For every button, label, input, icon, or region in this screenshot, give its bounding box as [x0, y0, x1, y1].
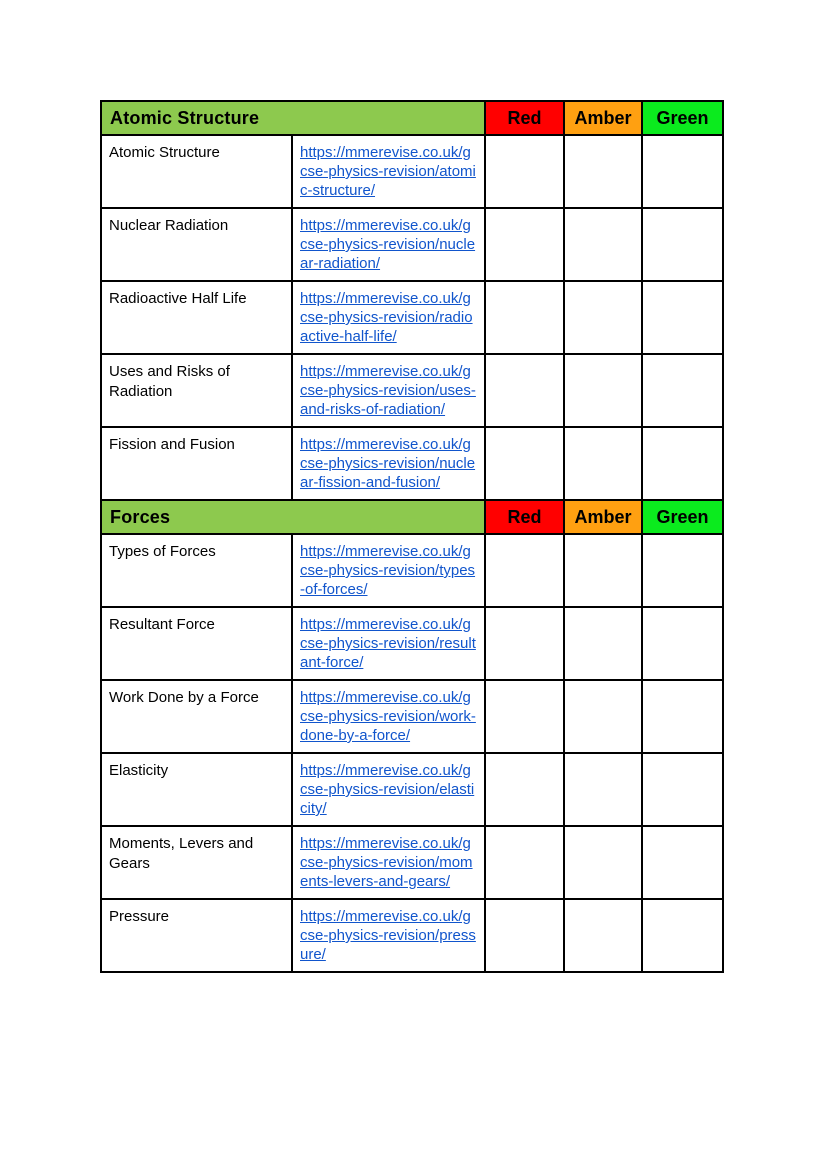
topic-text: Elasticity [109, 762, 169, 779]
topic-row [101, 607, 723, 680]
topic-text: Moments, Levers and Gears [109, 835, 254, 872]
status-cell-red[interactable] [485, 899, 564, 972]
topic-text: Types of Forces [109, 543, 216, 560]
status-cell-amber[interactable] [564, 899, 642, 972]
topic-text: Nuclear Radiation [109, 217, 229, 234]
link-cell [292, 753, 485, 826]
topic-text: Resultant Force [109, 616, 215, 633]
link-cell [292, 354, 485, 427]
status-cell-green[interactable] [642, 899, 723, 972]
rag-header-amber: Amber [564, 101, 642, 135]
topic-text: Atomic Structure [109, 144, 220, 161]
link-cell [292, 680, 485, 753]
section-title: Forces [101, 500, 485, 534]
status-cell-red[interactable] [485, 208, 564, 281]
topic-text: Pressure [109, 908, 170, 925]
topic-text: Fission and Fusion [109, 436, 235, 453]
rag-header-red: Red [485, 101, 564, 135]
topic-row [101, 534, 723, 607]
topic-row [101, 208, 723, 281]
topic-link[interactable]: https://mmerevise.co.uk/gcse-physics-revision/nuclear-radiation/ [300, 217, 476, 272]
status-cell-amber[interactable] [564, 354, 642, 427]
status-cell-red[interactable] [485, 135, 564, 208]
status-cell-red[interactable] [485, 534, 564, 607]
topic-link[interactable]: https://mmerevise.co.uk/gcse-physics-revision/types-of-forces/ [300, 543, 476, 598]
status-cell-green[interactable] [642, 607, 723, 680]
status-cell-red[interactable] [485, 680, 564, 753]
section-title: Atomic Structure [101, 101, 485, 135]
status-cell-amber[interactable] [564, 208, 642, 281]
status-cell-green[interactable] [642, 680, 723, 753]
topic-cell [101, 354, 292, 427]
topic-row [101, 354, 723, 427]
status-cell-green[interactable] [642, 534, 723, 607]
topic-link[interactable]: https://mmerevise.co.uk/gcse-physics-revision/work-done-by-a-force/ [300, 689, 476, 744]
link-cell [292, 607, 485, 680]
status-cell-amber[interactable] [564, 753, 642, 826]
rag-header-green: Green [642, 500, 723, 534]
status-cell-red[interactable] [485, 607, 564, 680]
topic-row [101, 281, 723, 354]
topic-cell [101, 826, 292, 899]
link-cell [292, 135, 485, 208]
topic-row [101, 427, 723, 500]
status-cell-red[interactable] [485, 753, 564, 826]
topic-row [101, 753, 723, 826]
topic-cell [101, 281, 292, 354]
topic-link[interactable]: https://mmerevise.co.uk/gcse-physics-revision/pressure/ [300, 908, 476, 963]
topic-cell [101, 534, 292, 607]
rag-header-amber: Amber [564, 500, 642, 534]
status-cell-amber[interactable] [564, 427, 642, 500]
topic-row [101, 680, 723, 753]
topic-cell [101, 427, 292, 500]
link-cell [292, 208, 485, 281]
topic-text: Radioactive Half Life [109, 290, 247, 307]
status-cell-red[interactable] [485, 826, 564, 899]
document-page [100, 100, 724, 973]
status-cell-red[interactable] [485, 354, 564, 427]
status-cell-amber[interactable] [564, 281, 642, 354]
link-cell [292, 427, 485, 500]
topic-link[interactable]: https://mmerevise.co.uk/gcse-physics-revision/moments-levers-and-gears/ [300, 835, 473, 890]
topic-link[interactable]: https://mmerevise.co.uk/gcse-physics-revision/radioactive-half-life/ [300, 290, 473, 345]
link-cell [292, 826, 485, 899]
topic-link[interactable]: https://mmerevise.co.uk/gcse-physics-revision/uses-and-risks-of-radiation/ [300, 363, 476, 418]
rag-header-red: Red [485, 500, 564, 534]
topic-link[interactable]: https://mmerevise.co.uk/gcse-physics-revision/resultant-force/ [300, 616, 476, 671]
link-cell [292, 281, 485, 354]
topic-row [101, 899, 723, 972]
link-cell [292, 534, 485, 607]
status-cell-red[interactable] [485, 427, 564, 500]
topic-row [101, 826, 723, 899]
topic-cell [101, 899, 292, 972]
topic-cell [101, 680, 292, 753]
status-cell-amber[interactable] [564, 680, 642, 753]
status-cell-red[interactable] [485, 281, 564, 354]
section-header-row [101, 500, 723, 534]
status-cell-amber[interactable] [564, 135, 642, 208]
topic-cell [101, 753, 292, 826]
topic-text: Work Done by a Force [109, 689, 259, 706]
section-header-row [101, 101, 723, 135]
topic-cell [101, 135, 292, 208]
topic-link[interactable]: https://mmerevise.co.uk/gcse-physics-revision/atomic-structure/ [300, 144, 476, 199]
status-cell-green[interactable] [642, 354, 723, 427]
topic-cell [101, 208, 292, 281]
rag-checklist-table [100, 100, 724, 973]
status-cell-green[interactable] [642, 427, 723, 500]
status-cell-green[interactable] [642, 135, 723, 208]
topic-link[interactable]: https://mmerevise.co.uk/gcse-physics-revision/elasticity/ [300, 762, 475, 817]
status-cell-amber[interactable] [564, 534, 642, 607]
status-cell-green[interactable] [642, 208, 723, 281]
topic-link[interactable]: https://mmerevise.co.uk/gcse-physics-revision/nuclear-fission-and-fusion/ [300, 436, 476, 491]
topic-cell [101, 607, 292, 680]
rag-header-green: Green [642, 101, 723, 135]
status-cell-green[interactable] [642, 826, 723, 899]
link-cell [292, 899, 485, 972]
topic-text: Uses and Risks of Radiation [109, 363, 230, 400]
rag-table-body [101, 101, 723, 972]
status-cell-green[interactable] [642, 281, 723, 354]
status-cell-amber[interactable] [564, 607, 642, 680]
topic-row [101, 135, 723, 208]
status-cell-amber[interactable] [564, 826, 642, 899]
status-cell-green[interactable] [642, 753, 723, 826]
